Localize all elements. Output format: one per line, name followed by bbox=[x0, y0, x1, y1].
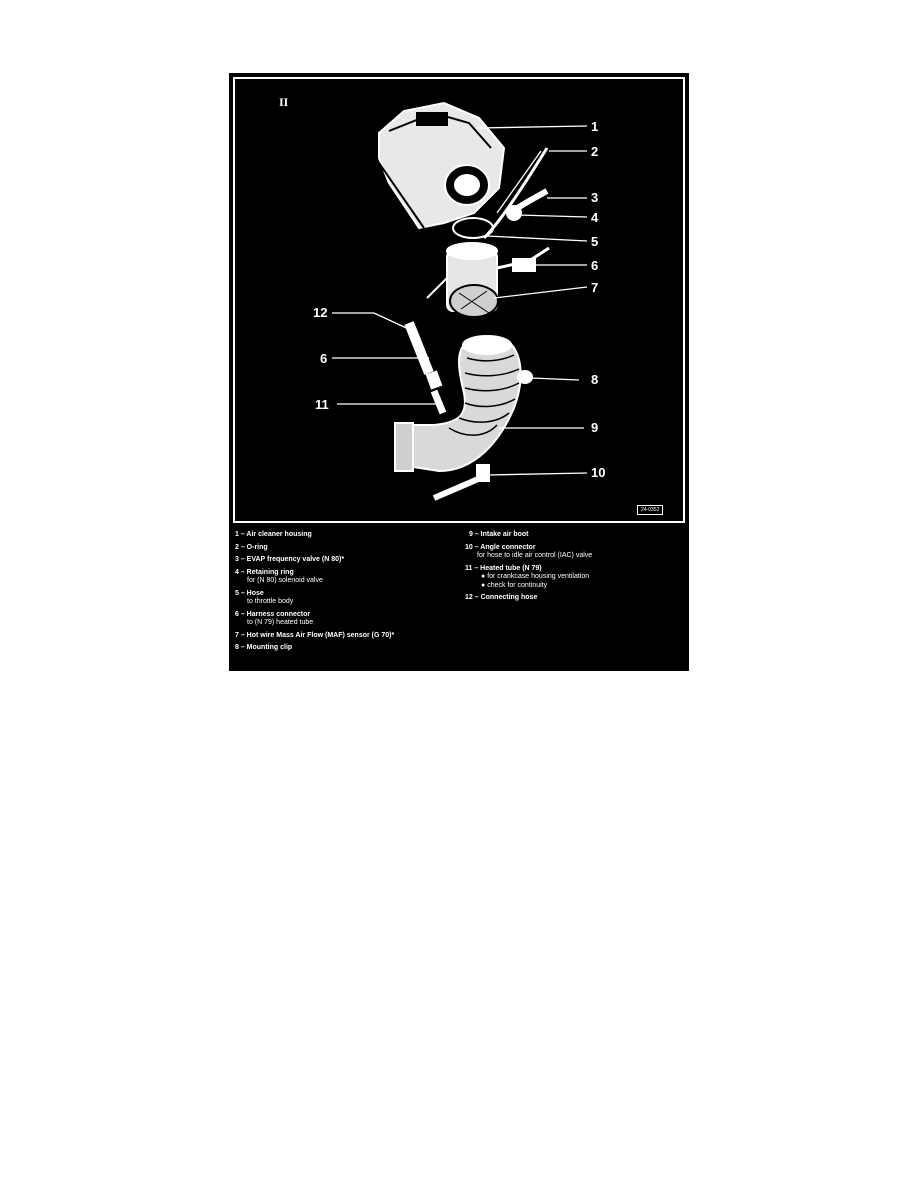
callout-7: 7 bbox=[591, 280, 599, 295]
legend-item: 8 – Mounting clip bbox=[235, 644, 293, 651]
leader-line bbox=[487, 236, 587, 241]
exploded-view-figure bbox=[229, 73, 689, 671]
legend-right bbox=[465, 531, 592, 607]
legend-item: 1 – Air cleaner housing bbox=[235, 531, 312, 538]
bullet-icon: ● bbox=[481, 573, 488, 580]
legend-item: 6 – Harness connector to (N 79) heated tube bbox=[235, 610, 314, 626]
leader-line bbox=[487, 473, 587, 475]
leader-line bbox=[517, 215, 587, 217]
legend-bullet: ● for crankcase housing ventilation bbox=[481, 573, 590, 580]
legend-item: 7 – Hot wire Mass Air Flow (MAF) sensor (G 70)* bbox=[235, 631, 395, 639]
callout-11: 11 bbox=[315, 397, 329, 412]
callout-8: 8 bbox=[591, 372, 599, 387]
harness-connector-part bbox=[513, 259, 535, 271]
leader-line bbox=[531, 378, 579, 380]
callout-3: 3 bbox=[591, 190, 599, 205]
plate-number: 24-0352 bbox=[637, 505, 663, 515]
legend-item: 10 – Angle connector for hose to idle air control (IAC) valve bbox=[465, 543, 593, 559]
callout-10: 10 bbox=[591, 465, 606, 480]
legend-item: 5 – Hose to throttle body bbox=[235, 589, 294, 605]
leader-line bbox=[494, 287, 587, 298]
legend-item: 3 – EVAP frequency valve (N 80)* bbox=[235, 556, 345, 563]
callout-5: 5 bbox=[591, 234, 599, 249]
callout-1: 1 bbox=[591, 119, 599, 134]
legend-item: 2 – O-ring bbox=[235, 543, 268, 551]
legend-left bbox=[235, 531, 394, 657]
callout-9: 9 bbox=[591, 420, 599, 435]
legend-item: 12 – Connecting hose bbox=[465, 594, 538, 601]
leader-line bbox=[477, 126, 587, 128]
legend-item: 11 – Heated tube (N 79) ● for crankcase housing ventilation ● check for continuity bbox=[465, 565, 592, 591]
legend-item: 4 – Retaining ring for (N 80) solenoid valve bbox=[235, 568, 323, 584]
legend-item: 9 – Intake air boot bbox=[469, 531, 529, 538]
callout-12: 12 bbox=[313, 305, 328, 320]
callout-6: 6 bbox=[591, 258, 599, 273]
component-drawing bbox=[229, 73, 689, 523]
legend-bullet: ● check for continuity bbox=[481, 581, 548, 589]
callout-6-left: 6 bbox=[320, 351, 328, 366]
bullet-icon: ● bbox=[481, 581, 488, 589]
heated-tube-part bbox=[434, 391, 443, 413]
callout-4: 4 bbox=[591, 210, 599, 225]
panel-label: II bbox=[279, 95, 289, 109]
callout-2: 2 bbox=[591, 144, 599, 159]
